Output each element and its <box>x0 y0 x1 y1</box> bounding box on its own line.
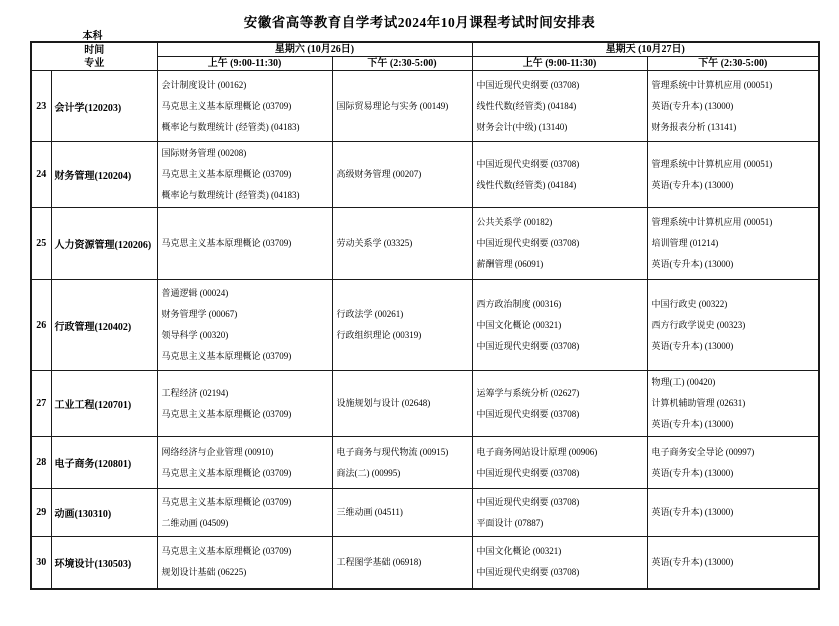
course-entry: 概率论与数理统计 (经管类) (04183) <box>161 190 300 200</box>
major-cell: 行政管理(120402) <box>51 280 157 371</box>
sat-am-cell <box>157 280 332 371</box>
course-entry: 三维动画 (04511) <box>336 507 403 517</box>
course-entry: 马克思主义基本原理概论 (03709) <box>161 496 292 507</box>
course-entry: 国际贸易理论与实务 (00149) <box>336 100 449 111</box>
course-entry: 概率论与数理统计 (经管类) (04183) <box>161 121 300 132</box>
sat-pm-cell <box>332 71 472 142</box>
course-entry: 英语(专升本) (13000) <box>651 419 734 429</box>
sat-pm-cell <box>332 371 472 437</box>
sun-am-header: 上午 (9:00-11:30) <box>472 57 647 71</box>
sat-am-header: 上午 (9:00-11:30) <box>157 57 332 71</box>
row-number-cell: 24 <box>31 142 51 208</box>
sun-pm-cell <box>647 71 819 142</box>
course-entry: 英语(专升本) (13000) <box>651 556 734 567</box>
course-entry: 计算机辅助管理 (02631) <box>651 398 746 408</box>
sat-am-cell <box>157 208 332 280</box>
major-cell: 会计学(120203) <box>51 71 157 142</box>
sun-pm-cell <box>647 437 819 489</box>
sun-am-cell <box>472 437 647 489</box>
sun-pm-cell <box>647 371 819 437</box>
sun-am-cell <box>472 208 647 280</box>
table-row <box>31 208 819 280</box>
course-entry: 中国近现代史纲要 (03708) <box>476 467 580 478</box>
course-entry: 中国行政史 (00322) <box>651 298 728 309</box>
course-entry: 中国近现代史纲要 (03708) <box>476 158 580 169</box>
sun-pm-cell <box>647 489 819 537</box>
course-entry: 英语(专升本) (13000) <box>651 259 734 269</box>
sat-am-cell <box>157 489 332 537</box>
course-entry: 劳动关系学 (03325) <box>336 238 413 248</box>
course-entry: 英语(专升本) (13000) <box>651 340 734 351</box>
course-entry: 工程经济 (02194) <box>161 387 229 398</box>
course-entry: 运筹学与系统分析 (02627) <box>476 387 580 398</box>
course-entry: 公共关系学 (00182) <box>476 217 553 227</box>
course-entry: 马克思主义基本原理概论 (03709) <box>161 467 292 478</box>
saturday-header: 星期六 (10月26日) <box>157 42 472 57</box>
course-entry: 马克思主义基本原理概论 (03709) <box>161 351 292 361</box>
major-cell: 电子商务(120801) <box>51 437 157 489</box>
course-entry: 行政组织理论 (00319) <box>336 330 422 340</box>
sunday-header: 星期天 (10月27日) <box>472 42 819 57</box>
sun-pm-cell <box>647 280 819 371</box>
major-cell: 工业工程(120701) <box>51 371 157 437</box>
row-number-cell: 25 <box>31 208 51 280</box>
table-row <box>31 537 819 589</box>
row-number-cell: 26 <box>31 280 51 371</box>
course-entry: 英语(专升本) (13000) <box>651 100 734 111</box>
table-row <box>31 142 819 208</box>
sat-pm-cell <box>332 489 472 537</box>
course-entry: 线性代数(经管类) (04184) <box>476 100 577 111</box>
course-entry: 网络经济与企业管理 (00910) <box>161 446 274 457</box>
course-entry: 规划设计基础 (06225) <box>161 567 247 578</box>
course-entry: 英语(专升本) (13000) <box>651 179 734 190</box>
corner-major-label: 专业 <box>84 57 105 69</box>
course-entry: 财务会计(中级) (13140) <box>476 121 568 132</box>
table-header <box>31 42 819 71</box>
table-row <box>31 71 819 142</box>
course-entry: 平面设计 (07887) <box>476 517 544 528</box>
course-entry: 培训管理 (01214) <box>651 238 719 248</box>
course-entry: 物理(工) (00420) <box>651 377 716 387</box>
course-entry: 马克思主义基本原理概论 (03709) <box>161 238 292 248</box>
row-number-cell: 27 <box>31 371 51 437</box>
course-entry: 行政法学 (00261) <box>336 309 404 319</box>
major-cell: 人力资源管理(120206) <box>51 208 157 280</box>
row-number-cell: 29 <box>31 489 51 537</box>
course-entry: 二维动画 (04509) <box>161 517 229 528</box>
course-entry: 工程图学基础 (06918) <box>336 556 422 567</box>
sat-pm-cell <box>332 537 472 589</box>
header-row-days <box>31 42 819 57</box>
sun-am-cell <box>472 489 647 537</box>
sat-am-cell <box>157 437 332 489</box>
course-entry: 会计制度设计 (00162) <box>161 79 247 90</box>
row-number-cell: 23 <box>31 71 51 142</box>
sat-pm-header: 下午 (2:30-5:00) <box>332 57 472 71</box>
major-cell: 动画(130310) <box>51 489 157 537</box>
table-row <box>31 437 819 489</box>
table-row <box>31 489 819 537</box>
sun-pm-cell <box>647 537 819 589</box>
sun-am-cell <box>472 71 647 142</box>
course-entry: 电子商务安全导论 (00997) <box>651 446 755 457</box>
course-entry: 财务报表分析 (13141) <box>651 121 737 132</box>
page-title: 安徽省高等教育自学考试2024年10月课程考试时间安排表 <box>243 15 596 30</box>
major-cell: 财务管理(120204) <box>51 142 157 208</box>
course-entry: 管理系统中计算机应用 (00051) <box>651 79 773 90</box>
sat-pm-cell <box>332 437 472 489</box>
sat-am-cell <box>157 142 332 208</box>
course-entry: 中国近现代史纲要 (03708) <box>476 496 580 507</box>
course-entry: 西方政治制度 (00316) <box>476 298 562 309</box>
course-entry: 设施规划与设计 (02648) <box>336 398 431 408</box>
course-entry: 马克思主义基本原理概论 (03709) <box>161 408 292 419</box>
course-entry: 中国近现代史纲要 (03708) <box>476 408 580 419</box>
course-entry: 领导科学 (00320) <box>161 330 229 340</box>
sun-am-cell <box>472 142 647 208</box>
sun-pm-cell <box>647 142 819 208</box>
course-entry: 管理系统中计算机应用 (00051) <box>651 158 773 169</box>
course-entry: 高级财务管理 (00207) <box>336 169 422 179</box>
course-entry: 财务管理学 (00067) <box>161 309 238 319</box>
course-entry: 马克思主义基本原理概论 (03709) <box>161 100 292 111</box>
sun-am-cell <box>472 371 647 437</box>
sat-pm-cell <box>332 142 472 208</box>
course-entry: 西方行政学说史 (00323) <box>651 319 746 330</box>
course-entry: 马克思主义基本原理概论 (03709) <box>161 169 292 179</box>
course-entry: 国际财务管理 (00208) <box>161 148 247 158</box>
corner-header-cell <box>31 42 157 71</box>
course-entry: 中国近现代史纲要 (03708) <box>476 79 580 90</box>
course-entry: 中国近现代史纲要 (03708) <box>476 238 580 248</box>
table-body <box>31 71 819 589</box>
course-entry: 马克思主义基本原理概论 (03709) <box>161 546 292 557</box>
course-entry: 中国文化概论 (00321) <box>476 319 562 330</box>
sat-pm-cell <box>332 280 472 371</box>
course-entry: 商法(二) (00995) <box>336 467 401 478</box>
table-row <box>31 280 819 371</box>
course-entry: 电子商务与现代物流 (00915) <box>336 446 449 457</box>
course-entry: 管理系统中计算机应用 (00051) <box>651 217 773 227</box>
sun-pm-header: 下午 (2:30-5:00) <box>647 57 819 71</box>
sat-am-cell <box>157 371 332 437</box>
course-entry: 英语(专升本) (13000) <box>651 507 734 517</box>
row-number-cell: 30 <box>31 537 51 589</box>
exam-schedule-table <box>30 41 820 590</box>
row-number-cell: 28 <box>31 437 51 489</box>
corner-time-label: 时间 <box>84 44 105 56</box>
sun-am-cell <box>472 280 647 371</box>
course-entry: 线性代数(经管类) (04184) <box>476 179 577 190</box>
course-entry: 普通逻辑 (00024) <box>161 288 229 298</box>
sun-am-cell <box>472 537 647 589</box>
sun-pm-cell <box>647 208 819 280</box>
sat-pm-cell <box>332 208 472 280</box>
course-entry: 中国文化概论 (00321) <box>476 546 562 557</box>
course-entry: 薪酬管理 (06091) <box>476 259 544 269</box>
sat-am-cell <box>157 71 332 142</box>
course-entry: 英语(专升本) (13000) <box>651 467 734 478</box>
benke-label: 本科 <box>82 31 103 42</box>
course-entry: 中国近现代史纲要 (03708) <box>476 340 580 351</box>
major-cell: 环境设计(130503) <box>51 537 157 589</box>
course-entry: 中国近现代史纲要 (03708) <box>476 567 580 578</box>
course-entry: 电子商务网站设计原理 (00906) <box>476 446 598 457</box>
sat-am-cell <box>157 537 332 589</box>
table-row <box>31 371 819 437</box>
